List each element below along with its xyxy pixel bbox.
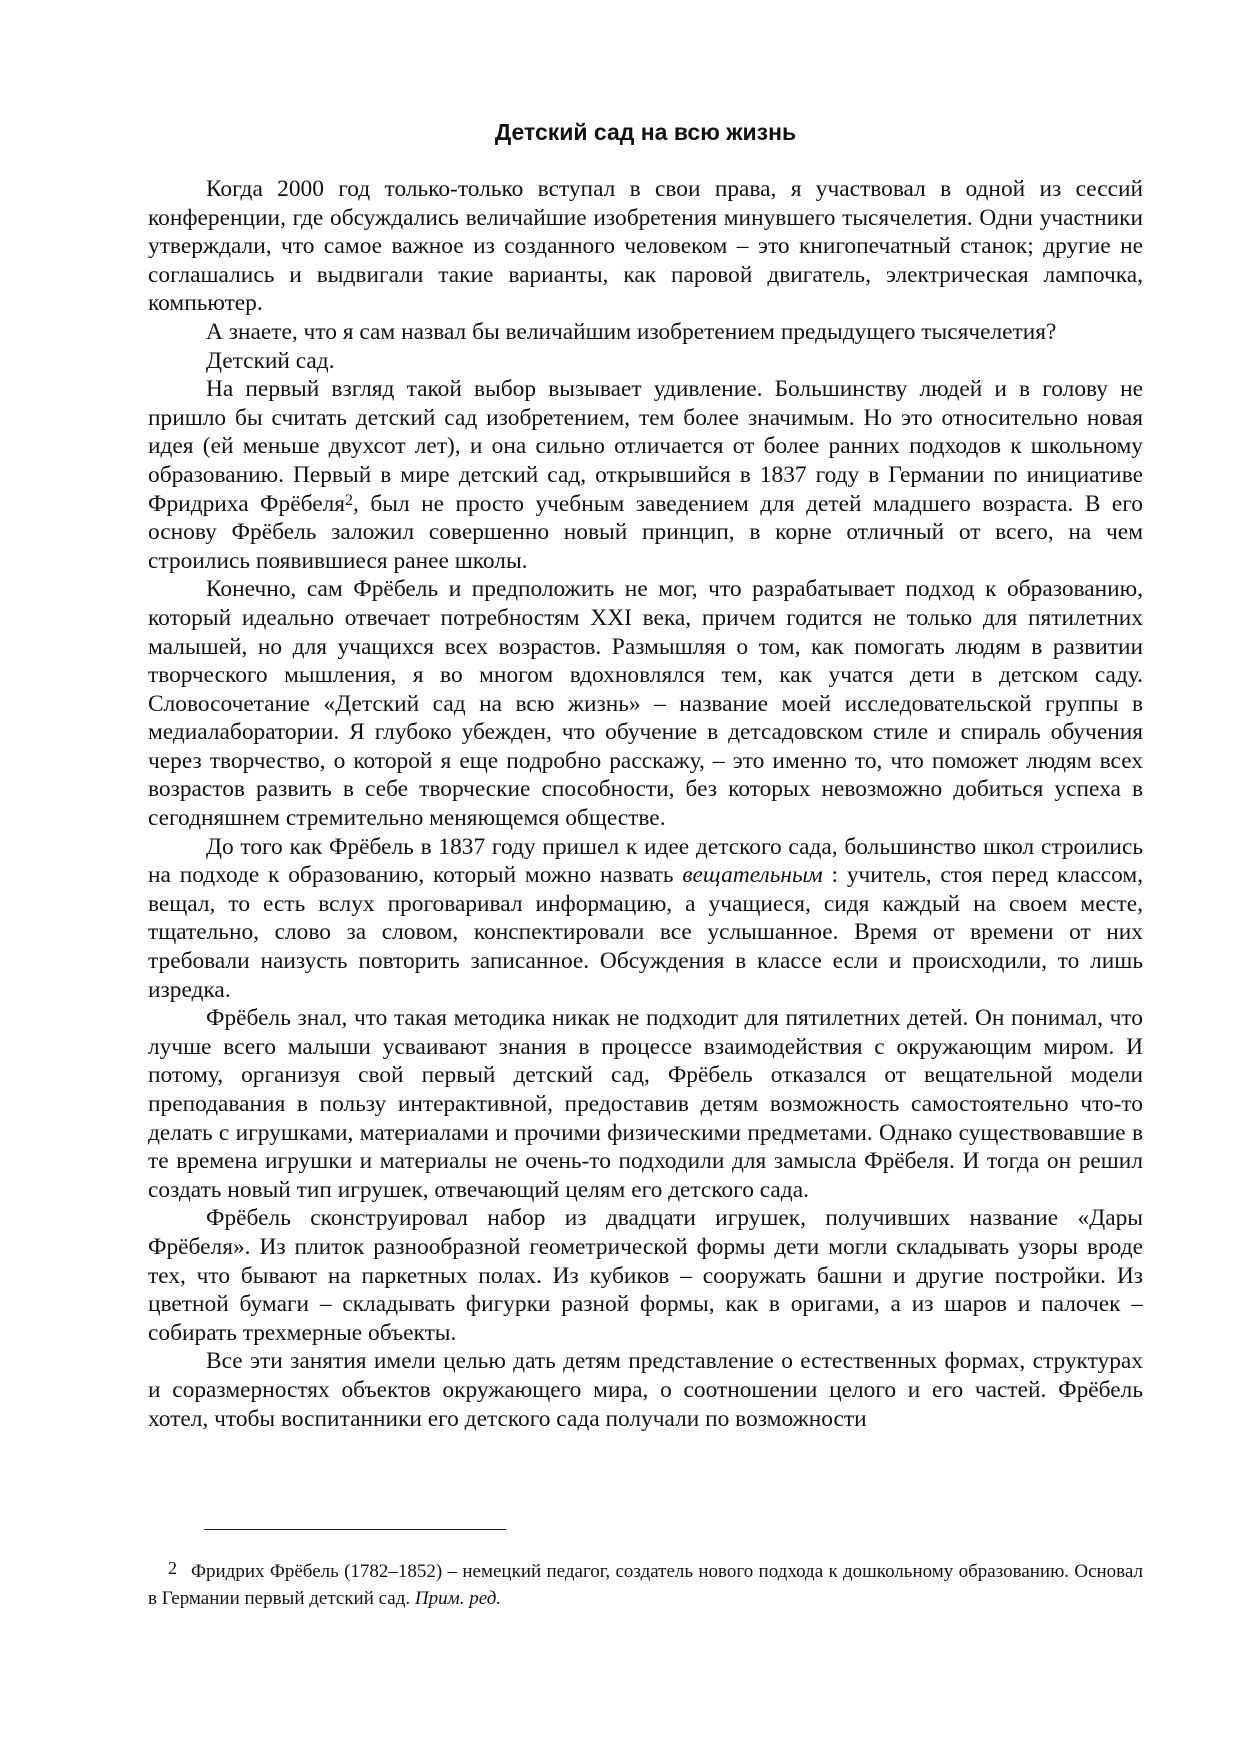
footnote-number: 2 [168,1558,177,1578]
paragraph-4-part-1: На первый взгляд такой выбор вызывает удивление. Большинству людей и в голову не пришло бы считать детский сад изобретением, тем более значимым. Но это относительно новая идея (ей меньше двухсот лет), и она сильно отличается от более ранних подходов к школьному образованию. Первый в мире детский сад, открывшийся в 1837 году в Германии по инициативе Фридриха Фрёбеля [148,376,1143,517]
paragraph-7: Фрёбель знал, что такая методика никак не подходит для пятилетних детей. Он понимал, что лучше всего малыши усваивают знания в процессе взаимодействия с окружающим миром. И потому, организуя свой первый детский сад, Фрёбель отказался от вещательной модели преподавания в пользу интерактивной, предоставив детям возможность самостоятельно что-то делать с игрушками, материалами и прочими физическими предметами. Однако существовавшие в те времена игрушки и материалы не очень-то подходили для замысла Фрёбеля. И тогда он решил создать новый тип игрушек, отвечающий целям его детского сада. [148,1005,1143,1203]
footnote-text: Фридрих Фрёбель (1782–1852) – немецкий педагог, создатель нового подхода к дошкольному образованию. Основал в Германии первый детский сад. [148,1561,1143,1609]
footnote [148,1555,1143,1612]
paragraph-2: А знаете, что я сам назвал бы величайшим изобретением предыдущего тысячелетия? [206,318,1057,345]
paragraph-5: Конечно, сам Фрёбель и предположить не мог, что разрабатывает подход к образованию, который идеально отвечает потребностям XXI века, причем годится не только для пятилетних малышей, но для учащихся всех возрастов. Размышляя о том, как помогать людям в развитии творческого мышления, я во многом вдохновлялся тем, как учатся дети в детском саду. Словосочетание «Детский сад на всю жизнь» – название моей исследовательской группы в медиалаборатории. Я глубоко убежден, что обучение в детсадовском стиле и спираль обучения через творчество, о которой я еще подробно расскажу, – это именно то, что поможет людям всех возрастов развить в себе творческие способности, без которых невозможно добиться успеха в сегодняшнем стремительно меняющемся обществе. [148,576,1143,832]
footnote-reference[interactable]: 2 [345,491,354,509]
body-text [148,175,1143,1433]
paragraph-3: Детский сад. [206,347,335,374]
emphasized-term: вещательным [682,862,823,889]
paragraph-1: Когда 2000 год только-только вступал в свои права, я участвовал в одной из сессий конференции, где обсуждались величайшие изобретения минувшего тысячелетия. Одни участники утверждали, что самое важное из созданного человеком – это книгопечатный станок; другие не соглашались и выдвигали такие варианты, как паровой двигатель, электрическая лампочка, компьютер. [148,176,1143,317]
paragraph-9: Все эти занятия имели целью дать детям представление о естественных формах, структурах и соразмерностях объектов окружающего мира, о соотношении целого и его частей. Фрёбель хотел, чтобы воспитанники его детского сада получали по возможности [148,1348,1143,1432]
paragraph-8: Фрёбель сконструировал набор из двадцати игрушек, получивших название «Дары Фрёбеля». Из плиток разнообразной геометрической формы дети могли складывать узоры вроде тех, что бывают на паркетных полах. Из кубиков – сооружать башни и другие постройки. Из цветной бумаги – складывать фигурки разной формы, как в оригами, а из шаров и палочек – собирать трехмерные объекты. [148,1205,1143,1346]
paragraph-6-part-2: : учитель, стоя перед классом, вещал, то есть вслух проговаривал информацию, а учащиеся, сидя каждый на своем месте, тщательно, слово за словом, конспектировали все услышанное. Время от времени от них требовали наизусть повторить записанное. Обсуждения в классе если и происходили, то лишь изредка. [148,862,1143,1003]
paragraph-4 [148,375,1143,575]
paragraph-6 [148,833,1143,1005]
paragraph-4-part-2: , был не просто учебным заведением для детей младшего возраста. В его основу Фрёбель заложил совершенно новый принцип, в корне отличный от всего, на чем строились появившиеся ранее школы. [148,490,1143,574]
footnote-editor-note: Прим. ред. [414,1588,502,1609]
paragraph-6-part-1: До того как Фрёбель в 1837 году пришел к идее детского сада, большинство школ строились на подходе к образованию, который можно назвать [148,833,1143,889]
footnote-divider [204,1529,506,1530]
page-title: Детский сад на всю жизнь [494,119,797,145]
